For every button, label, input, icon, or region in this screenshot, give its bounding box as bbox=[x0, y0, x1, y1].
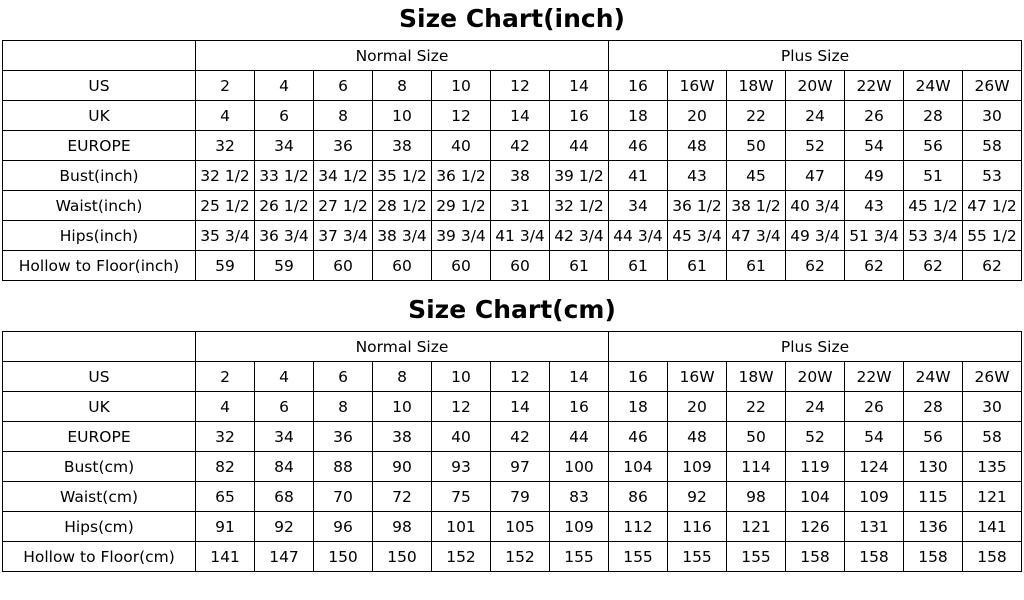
table-cell: 51 3/4 bbox=[845, 221, 904, 251]
table-cell: 83 bbox=[550, 482, 609, 512]
table-cell: 70 bbox=[314, 482, 373, 512]
table-cell: 6 bbox=[314, 71, 373, 101]
table-row bbox=[3, 362, 1022, 392]
group-header-normal-size: Normal Size bbox=[196, 41, 609, 71]
table-cell: 100 bbox=[550, 452, 609, 482]
table-cell: 39 1/2 bbox=[550, 161, 609, 191]
table-cell: 37 3/4 bbox=[314, 221, 373, 251]
size-table-inch-body bbox=[3, 41, 1022, 281]
table-row bbox=[3, 542, 1022, 572]
table-cell: 45 bbox=[727, 161, 786, 191]
table-cell: 121 bbox=[963, 482, 1022, 512]
table-cell: 96 bbox=[314, 512, 373, 542]
table-cell: 26W bbox=[963, 71, 1022, 101]
table-cell: 152 bbox=[491, 542, 550, 572]
table-cell: 61 bbox=[609, 251, 668, 281]
table-cell: 68 bbox=[255, 482, 314, 512]
table-cell: 8 bbox=[373, 362, 432, 392]
table-cell: 32 1/2 bbox=[550, 191, 609, 221]
table-cell: 16W bbox=[668, 71, 727, 101]
table-cell: 58 bbox=[963, 422, 1022, 452]
table-cell: 131 bbox=[845, 512, 904, 542]
table-cell: 26 1/2 bbox=[255, 191, 314, 221]
size-table-cm bbox=[2, 331, 1022, 572]
table-cell: 14 bbox=[550, 362, 609, 392]
table-cell: 2 bbox=[196, 71, 255, 101]
table-cell: 59 bbox=[196, 251, 255, 281]
table-cell: 2 bbox=[196, 362, 255, 392]
table-row bbox=[3, 251, 1022, 281]
table-cell: 56 bbox=[904, 422, 963, 452]
table-cell: 34 1/2 bbox=[314, 161, 373, 191]
table-cell: 4 bbox=[255, 362, 314, 392]
page-title-inch: Size Chart(inch) bbox=[399, 4, 625, 33]
table-cell: 115 bbox=[904, 482, 963, 512]
table-cell: 90 bbox=[373, 452, 432, 482]
table-cell: 54 bbox=[845, 422, 904, 452]
table-cell: 41 bbox=[609, 161, 668, 191]
row-label: US bbox=[3, 362, 196, 392]
table-cell: 53 bbox=[963, 161, 1022, 191]
table-cell: 28 1/2 bbox=[373, 191, 432, 221]
table-cell: 104 bbox=[609, 452, 668, 482]
row-label: US bbox=[3, 71, 196, 101]
table-cell: 52 bbox=[786, 422, 845, 452]
table-cell: 44 bbox=[550, 422, 609, 452]
table-cell: 121 bbox=[727, 512, 786, 542]
table-cell: 20W bbox=[786, 71, 845, 101]
row-label: Bust(cm) bbox=[3, 452, 196, 482]
table-cell: 48 bbox=[668, 422, 727, 452]
table-cell: 22W bbox=[845, 362, 904, 392]
table-cell: 155 bbox=[668, 542, 727, 572]
table-row bbox=[3, 101, 1022, 131]
table-cell: 32 bbox=[196, 422, 255, 452]
table-row bbox=[3, 71, 1022, 101]
table-cell: 32 1/2 bbox=[196, 161, 255, 191]
table-cell: 36 bbox=[314, 422, 373, 452]
table-cell: 6 bbox=[255, 392, 314, 422]
table-cell: 93 bbox=[432, 452, 491, 482]
table-cell: 42 bbox=[491, 131, 550, 161]
table-cell: 158 bbox=[963, 542, 1022, 572]
table-cell: 50 bbox=[727, 131, 786, 161]
table-cell: 109 bbox=[550, 512, 609, 542]
table-cell: 53 3/4 bbox=[904, 221, 963, 251]
table-cell: 22W bbox=[845, 71, 904, 101]
table-cell: 30 bbox=[963, 101, 1022, 131]
table-cell: 49 bbox=[845, 161, 904, 191]
table-cell: 38 bbox=[373, 131, 432, 161]
table-cell: 60 bbox=[432, 251, 491, 281]
table-cell: 62 bbox=[845, 251, 904, 281]
row-label: UK bbox=[3, 101, 196, 131]
table-cell: 34 bbox=[255, 131, 314, 161]
table-cell: 38 bbox=[491, 161, 550, 191]
table-cell: 18W bbox=[727, 71, 786, 101]
table-cell: 119 bbox=[786, 452, 845, 482]
table-cell: 126 bbox=[786, 512, 845, 542]
table-cell: 10 bbox=[373, 101, 432, 131]
table-cell: 36 1/2 bbox=[432, 161, 491, 191]
table-cell: 4 bbox=[255, 71, 314, 101]
table-cell: 26 bbox=[845, 101, 904, 131]
table-cell: 158 bbox=[786, 542, 845, 572]
row-label: Hollow to Floor(cm) bbox=[3, 542, 196, 572]
row-label: Waist(inch) bbox=[3, 191, 196, 221]
table-cell: 38 1/2 bbox=[727, 191, 786, 221]
table-cell: 29 1/2 bbox=[432, 191, 491, 221]
table-row bbox=[3, 191, 1022, 221]
table-cell: 41 3/4 bbox=[491, 221, 550, 251]
table-cell: 27 1/2 bbox=[314, 191, 373, 221]
table-cell: 16 bbox=[550, 101, 609, 131]
table-cell: 16 bbox=[550, 392, 609, 422]
table-cell: 109 bbox=[845, 482, 904, 512]
table-cell: 12 bbox=[432, 101, 491, 131]
table-cell: 31 bbox=[491, 191, 550, 221]
table-cell: 20 bbox=[668, 101, 727, 131]
table-row bbox=[3, 131, 1022, 161]
table-cell: 8 bbox=[314, 101, 373, 131]
table-cell: 26W bbox=[963, 362, 1022, 392]
table-cell: 14 bbox=[550, 71, 609, 101]
corner-cell bbox=[3, 41, 196, 71]
table-cell: 124 bbox=[845, 452, 904, 482]
table-cell: 43 bbox=[668, 161, 727, 191]
table-cell: 92 bbox=[255, 512, 314, 542]
page-title-cm: Size Chart(cm) bbox=[408, 295, 616, 324]
table-cell: 12 bbox=[491, 71, 550, 101]
table-cell: 130 bbox=[904, 452, 963, 482]
table-cell: 114 bbox=[727, 452, 786, 482]
table-cell: 61 bbox=[550, 251, 609, 281]
row-label: Waist(cm) bbox=[3, 482, 196, 512]
group-header-plus-size: Plus Size bbox=[609, 332, 1022, 362]
table-cell: 116 bbox=[668, 512, 727, 542]
table-cell: 20W bbox=[786, 362, 845, 392]
table-cell: 16 bbox=[609, 71, 668, 101]
table-cell: 135 bbox=[963, 452, 1022, 482]
table-cell: 34 bbox=[255, 422, 314, 452]
table-cell: 34 bbox=[609, 191, 668, 221]
table-cell: 54 bbox=[845, 131, 904, 161]
table-cell: 6 bbox=[255, 101, 314, 131]
table-cell: 98 bbox=[727, 482, 786, 512]
table-cell: 12 bbox=[432, 392, 491, 422]
table-cell: 104 bbox=[786, 482, 845, 512]
table-cell: 55 1/2 bbox=[963, 221, 1022, 251]
table-cell: 42 3/4 bbox=[550, 221, 609, 251]
table-row bbox=[3, 392, 1022, 422]
row-label: Hollow to Floor(inch) bbox=[3, 251, 196, 281]
table-cell: 18W bbox=[727, 362, 786, 392]
table-cell: 28 bbox=[904, 101, 963, 131]
table-cell: 150 bbox=[314, 542, 373, 572]
table-cell: 8 bbox=[314, 392, 373, 422]
table-row bbox=[3, 422, 1022, 452]
table-cell: 98 bbox=[373, 512, 432, 542]
table-cell: 20 bbox=[668, 392, 727, 422]
table-cell: 48 bbox=[668, 131, 727, 161]
table-row bbox=[3, 452, 1022, 482]
table-cell: 155 bbox=[727, 542, 786, 572]
table-cell: 150 bbox=[373, 542, 432, 572]
table-cell: 35 1/2 bbox=[373, 161, 432, 191]
table-cell: 26 bbox=[845, 392, 904, 422]
group-header-plus-size: Plus Size bbox=[609, 41, 1022, 71]
table-cell: 58 bbox=[963, 131, 1022, 161]
table-cell: 86 bbox=[609, 482, 668, 512]
table-cell: 61 bbox=[668, 251, 727, 281]
table-cell: 18 bbox=[609, 392, 668, 422]
table-cell: 72 bbox=[373, 482, 432, 512]
table-cell: 51 bbox=[904, 161, 963, 191]
size-table-inch bbox=[2, 40, 1022, 281]
table-cell: 136 bbox=[904, 512, 963, 542]
table-cell: 97 bbox=[491, 452, 550, 482]
table-cell: 25 1/2 bbox=[196, 191, 255, 221]
table-cell: 24 bbox=[786, 392, 845, 422]
table-cell: 105 bbox=[491, 512, 550, 542]
table-cell: 14 bbox=[491, 392, 550, 422]
table-header-row bbox=[3, 332, 1022, 362]
table-cell: 40 bbox=[432, 131, 491, 161]
group-header-normal-size: Normal Size bbox=[196, 332, 609, 362]
table-cell: 152 bbox=[432, 542, 491, 572]
row-label: Hips(inch) bbox=[3, 221, 196, 251]
table-cell: 22 bbox=[727, 101, 786, 131]
table-cell: 112 bbox=[609, 512, 668, 542]
table-cell: 36 1/2 bbox=[668, 191, 727, 221]
section-spacer bbox=[0, 281, 1024, 291]
table-cell: 61 bbox=[727, 251, 786, 281]
table-cell: 24W bbox=[904, 71, 963, 101]
table-cell: 8 bbox=[373, 71, 432, 101]
table-cell: 10 bbox=[432, 362, 491, 392]
size-chart-cm-block bbox=[0, 291, 1024, 572]
table-cell: 12 bbox=[491, 362, 550, 392]
table-cell: 141 bbox=[196, 542, 255, 572]
table-cell: 158 bbox=[904, 542, 963, 572]
table-cell: 65 bbox=[196, 482, 255, 512]
table-cell: 147 bbox=[255, 542, 314, 572]
table-cell: 10 bbox=[373, 392, 432, 422]
table-cell: 59 bbox=[255, 251, 314, 281]
table-cell: 47 bbox=[786, 161, 845, 191]
table-cell: 45 3/4 bbox=[668, 221, 727, 251]
table-cell: 33 1/2 bbox=[255, 161, 314, 191]
table-cell: 47 3/4 bbox=[727, 221, 786, 251]
table-cell: 79 bbox=[491, 482, 550, 512]
corner-cell bbox=[3, 332, 196, 362]
table-cell: 14 bbox=[491, 101, 550, 131]
table-cell: 60 bbox=[491, 251, 550, 281]
table-cell: 38 bbox=[373, 422, 432, 452]
table-cell: 50 bbox=[727, 422, 786, 452]
table-cell: 45 1/2 bbox=[904, 191, 963, 221]
table-cell: 30 bbox=[963, 392, 1022, 422]
table-cell: 28 bbox=[904, 392, 963, 422]
table-cell: 10 bbox=[432, 71, 491, 101]
size-chart-inch-block bbox=[0, 0, 1024, 281]
table-cell: 24 bbox=[786, 101, 845, 131]
row-label: EUROPE bbox=[3, 422, 196, 452]
table-cell: 36 bbox=[314, 131, 373, 161]
table-cell: 22 bbox=[727, 392, 786, 422]
row-label: UK bbox=[3, 392, 196, 422]
table-cell: 62 bbox=[904, 251, 963, 281]
table-row bbox=[3, 512, 1022, 542]
table-cell: 88 bbox=[314, 452, 373, 482]
table-cell: 75 bbox=[432, 482, 491, 512]
table-cell: 155 bbox=[609, 542, 668, 572]
table-row bbox=[3, 221, 1022, 251]
table-cell: 60 bbox=[373, 251, 432, 281]
table-cell: 43 bbox=[845, 191, 904, 221]
table-cell: 60 bbox=[314, 251, 373, 281]
table-cell: 49 3/4 bbox=[786, 221, 845, 251]
table-cell: 82 bbox=[196, 452, 255, 482]
table-cell: 4 bbox=[196, 101, 255, 131]
table-cell: 47 1/2 bbox=[963, 191, 1022, 221]
table-cell: 16W bbox=[668, 362, 727, 392]
table-cell: 39 3/4 bbox=[432, 221, 491, 251]
table-row bbox=[3, 161, 1022, 191]
table-cell: 16 bbox=[609, 362, 668, 392]
row-label: EUROPE bbox=[3, 131, 196, 161]
table-cell: 52 bbox=[786, 131, 845, 161]
table-cell: 24W bbox=[904, 362, 963, 392]
table-cell: 35 3/4 bbox=[196, 221, 255, 251]
table-cell: 6 bbox=[314, 362, 373, 392]
table-cell: 62 bbox=[963, 251, 1022, 281]
table-cell: 62 bbox=[786, 251, 845, 281]
table-cell: 32 bbox=[196, 131, 255, 161]
table-cell: 91 bbox=[196, 512, 255, 542]
table-cell: 158 bbox=[845, 542, 904, 572]
table-cell: 18 bbox=[609, 101, 668, 131]
table-header-row bbox=[3, 41, 1022, 71]
table-cell: 46 bbox=[609, 131, 668, 161]
table-cell: 155 bbox=[550, 542, 609, 572]
table-cell: 38 3/4 bbox=[373, 221, 432, 251]
table-cell: 141 bbox=[963, 512, 1022, 542]
table-cell: 40 3/4 bbox=[786, 191, 845, 221]
table-cell: 4 bbox=[196, 392, 255, 422]
table-row bbox=[3, 482, 1022, 512]
table-cell: 44 bbox=[550, 131, 609, 161]
table-cell: 44 3/4 bbox=[609, 221, 668, 251]
row-label: Hips(cm) bbox=[3, 512, 196, 542]
table-cell: 36 3/4 bbox=[255, 221, 314, 251]
size-table-cm-body bbox=[3, 332, 1022, 572]
table-cell: 40 bbox=[432, 422, 491, 452]
table-cell: 101 bbox=[432, 512, 491, 542]
table-cell: 46 bbox=[609, 422, 668, 452]
table-cell: 84 bbox=[255, 452, 314, 482]
table-cell: 56 bbox=[904, 131, 963, 161]
row-label: Bust(inch) bbox=[3, 161, 196, 191]
table-cell: 42 bbox=[491, 422, 550, 452]
table-cell: 109 bbox=[668, 452, 727, 482]
table-cell: 92 bbox=[668, 482, 727, 512]
